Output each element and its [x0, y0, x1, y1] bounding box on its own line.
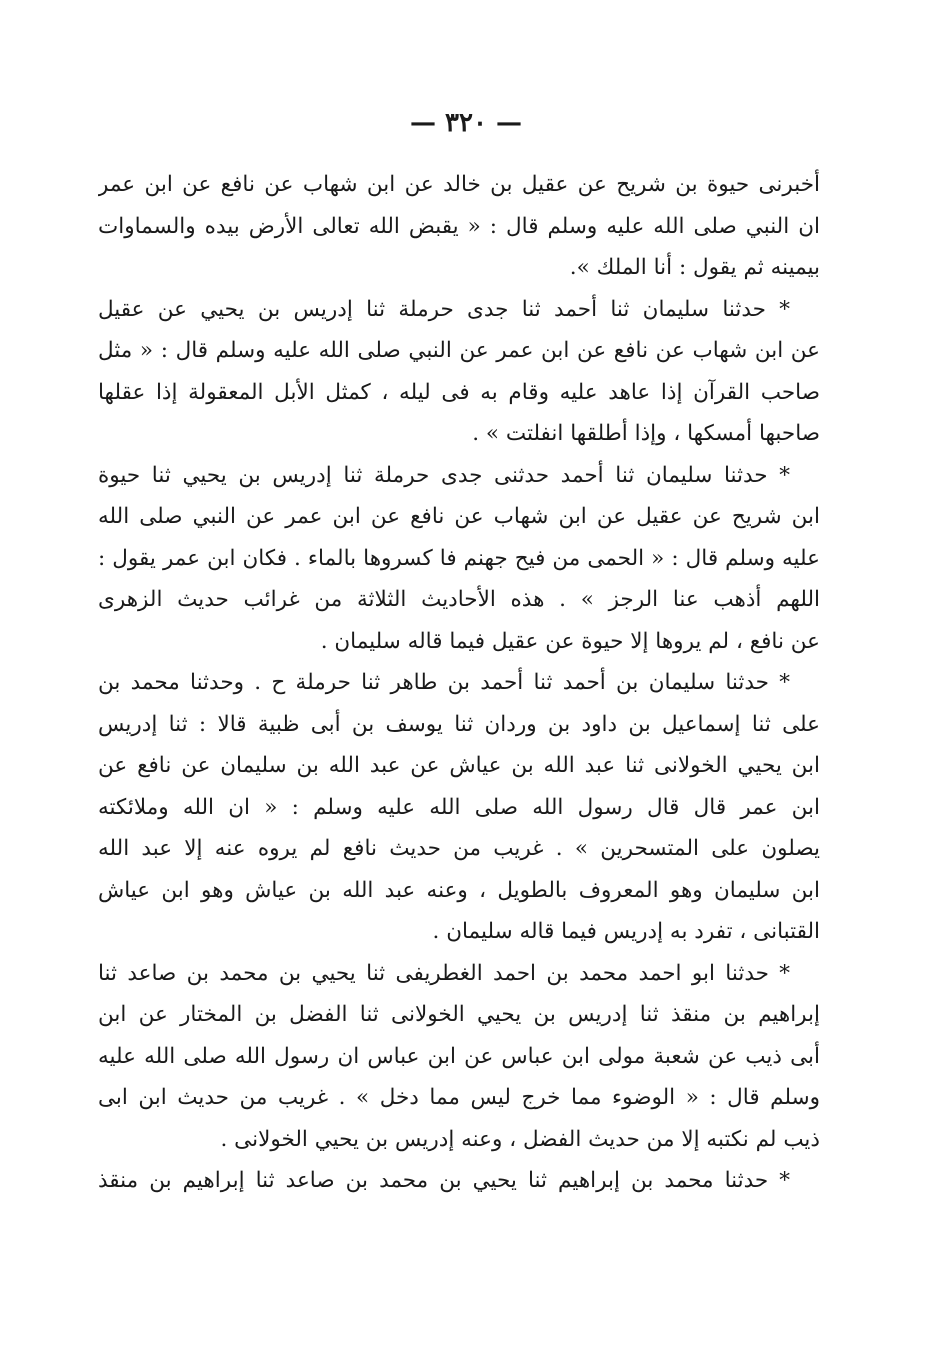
text-line: بيمينه ثم يقول : أنا الملك ». — [569, 255, 820, 280]
text-line: * حدثنا محمد بن إبراهيم ثنا يحيي بن محمد بن صاعد ثنا إبراهيم بن منقذ — [98, 1168, 790, 1193]
hadith-text-block — [98, 164, 820, 1202]
text-line: ابن سليمان وهو المعروف بالطويل ، وعنه عبد الله بن عياش وهو ابن عياش — [98, 877, 820, 903]
text-line: ذيب لم نكتبه إلا من حديث الفضل ، وعنه إدريس بن يحيي الخولانى . — [220, 1126, 820, 1152]
text-line: صاحب القرآن إذا عاهد عليه وقام به فى ليله ، كمثل الأبل المعقولة إذا عقلها — [98, 379, 820, 405]
text-line: عن ابن شهاب عن نافع عن ابن عمر عن النبي صلى الله عليه وسلم قال : « مثل — [98, 338, 820, 363]
text-line: ابن يحيي الخولانى ثنا عبد الله بن عياش عن عبد الله بن سليمان عن نافع عن — [98, 753, 820, 778]
text-line: اللهم أذهب عنا الرجز » . هذه الأحاديث الثلاثة من غرائب حديث الزهرى — [98, 587, 820, 612]
text-line: يصلون على المتسحرين » . غريب من حديث نافع لم يروه عنه إلا عبد الله — [98, 836, 820, 861]
text-line: أبى ذيب عن شعبة مولى ابن عباس عن ابن عباس ان رسول الله صلى الله عليه — [98, 1043, 820, 1069]
page-number: — ٣٢٠ — — [409, 108, 523, 138]
text-line: * حدثنا سليمان ثنا أحمد حدثنى جدى حرملة ثنا إدريس بن يحيي ثنا حيوة — [98, 462, 790, 488]
text-line: على ثنا إسماعيل بن داود بن وردان ثنا يوسف بن أبى ظبية قالا : ثنا إدريس — [98, 711, 820, 737]
text-line: * حدثنا ابو احمد محمد بن احمد الغطريفى ثنا يحيي بن محمد بن صاعد ثنا — [98, 960, 790, 986]
text-line: إبراهيم بن منقذ ثنا إدريس بن يحيي الخولانى ثنا الفضل بن المختار عن ابن — [98, 1002, 820, 1027]
text-line: ابن عمر قال قال رسول الله صلى الله عليه وسلم : « ان الله وملائكته — [98, 794, 820, 820]
text-line: * حدثنا سليمان بن أحمد ثنا أحمد بن طاهر ثنا حرملة ح . وحدثنا محمد بن — [98, 670, 790, 695]
text-line: أخبرنى حيوة بن شريح عن عقيل بن خالد عن ابن شهاب عن نافع عن ابن عمر — [98, 172, 820, 197]
text-line: ابن شريح عن عقيل عن ابن شهاب عن نافع عن ابن عمر عن النبي صلى الله — [98, 504, 820, 529]
text-line: عليه وسلم قال : « الحمى من فيح جهنم فا كسروها بالماء . فكان ابن عمر يقول : — [98, 545, 820, 571]
text-line: ان النبي صلى الله عليه وسلم قال : « يقبض الله تعالى الأرض بيده والسماوات — [98, 213, 820, 239]
text-line: وسلم قال : « الوضوء مما خرج ليس مما دخل » . غريب من حديث ابن ابى — [98, 1085, 820, 1110]
text-line: القتبانى ، تفرد به إدريس فيما قاله سليمان . — [432, 919, 820, 944]
text-line: عن نافع ، لم يروها إلا حيوة عن عقيل فيما قاله سليمان . — [320, 628, 820, 654]
text-line: صاحبها أمسكها ، وإذا أطلقها انفلتت » . — [472, 421, 820, 446]
text-line: * حدثنا سليمان ثنا أحمد ثنا جدى حرملة ثنا إدريس بن يحيي عن عقيل — [98, 296, 790, 322]
